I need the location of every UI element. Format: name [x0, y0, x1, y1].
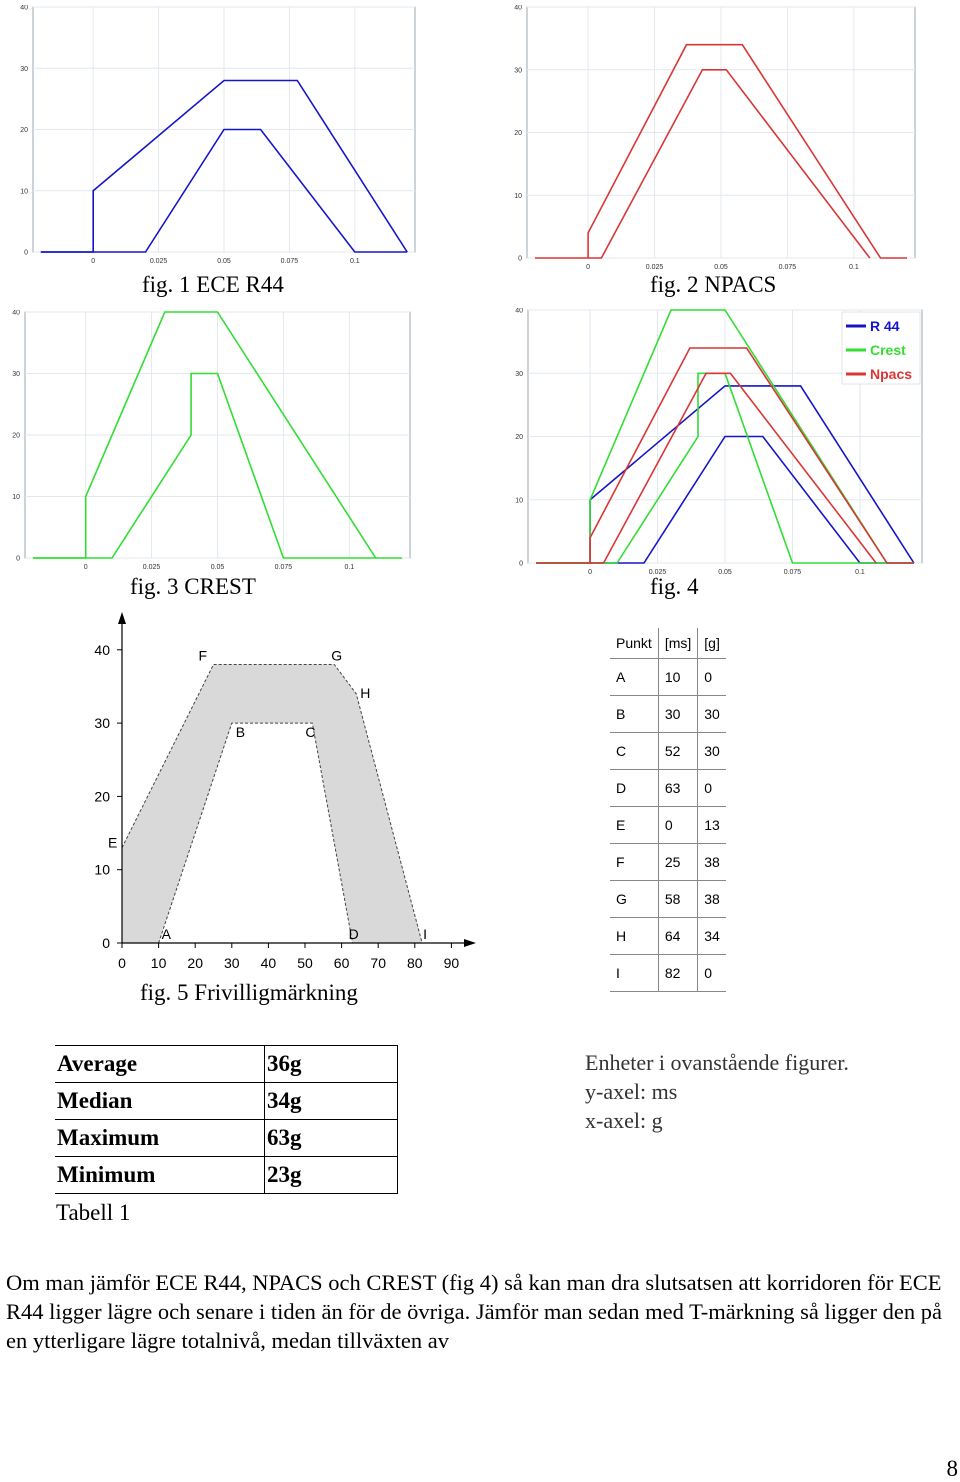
table-row: [55, 1046, 398, 1083]
body-paragraph: Om man jämför ECE R44, NPACS och CREST (fig 4) så kan man dra slutsatsen att korridoren för ECE R44 ligger lägre och senare i tiden än för de övriga. Jämför man sedan med T-märkning så ligger den på en ytterligare lägre totalnivå, medan tillväxten av: [6, 1270, 942, 1353]
chart-fig4: [506, 308, 926, 578]
x-tick-label: 0.05: [217, 258, 231, 265]
x-tick-label: 0.025: [645, 264, 664, 271]
table-row: [610, 733, 726, 770]
point-label-e: E: [108, 834, 118, 851]
x-tick-label: 30: [224, 955, 240, 971]
point-g: 0: [698, 770, 726, 807]
point-label: G: [610, 881, 658, 918]
point-label: C: [610, 733, 658, 770]
x-tick-label: 0.025: [648, 569, 667, 576]
x-tick-label: 0: [586, 264, 591, 271]
caption-fig1: fig. 1 ECE R44: [142, 272, 284, 297]
corridor-area: [122, 665, 422, 944]
point-label: A: [610, 659, 658, 696]
x-tick-label: 0.1: [849, 264, 859, 271]
y-tick-label: 30: [514, 67, 522, 75]
x-tick-label: 70: [370, 955, 386, 971]
x-tick-label: 0.075: [778, 264, 797, 271]
point-label-f: F: [198, 647, 208, 664]
y-tick-label: 10: [515, 497, 523, 505]
table-row: [55, 1083, 398, 1120]
x-tick-label: 80: [407, 955, 423, 971]
x-tick-label: 0.1: [349, 258, 360, 265]
y-tick-label: 0: [16, 555, 20, 563]
legend-label: R 44: [870, 318, 900, 334]
x-tick-label: 10: [150, 955, 167, 971]
point-g: 30: [698, 733, 726, 770]
point-ms: 58: [658, 881, 697, 918]
y-tick-label: 40: [20, 5, 28, 12]
units-line: Enheter i ovanstående figurer.: [585, 1050, 849, 1075]
x-tick-label: 0.05: [210, 564, 225, 571]
point-g: 30: [698, 696, 726, 733]
chart-fig3: [4, 310, 414, 575]
x-tick-label: 0.05: [718, 569, 732, 576]
header-g: [g]: [698, 628, 726, 659]
stat-label: Average: [55, 1046, 265, 1083]
x-tick-label: 0: [588, 569, 593, 576]
y-tick-label: 40: [94, 641, 110, 658]
caption-fig5: fig. 5 Frivilligmärkning: [140, 980, 358, 1005]
chart-fig1: [10, 5, 420, 270]
x-tick-label: 0: [91, 258, 96, 265]
point-label: B: [610, 696, 658, 733]
y-tick-label: 40: [515, 308, 523, 315]
y-tick-label: 30: [94, 715, 110, 732]
legend-label: Crest: [870, 342, 906, 358]
y-tick-label: 10: [20, 188, 28, 196]
point-label: H: [610, 918, 658, 955]
table-row: [610, 659, 726, 696]
table-row: [55, 1157, 398, 1194]
point-label: I: [610, 955, 658, 992]
y-tick-label: 20: [515, 434, 523, 441]
table-row: [610, 696, 726, 733]
y-tick-label: 20: [20, 127, 28, 134]
point-label-h: H: [360, 684, 371, 701]
y-tick-label: 30: [515, 370, 523, 378]
caption-fig4: fig. 4: [650, 574, 699, 599]
table-row: [610, 807, 726, 844]
y-tick-label: 20: [12, 432, 20, 440]
point-label-a: A: [161, 926, 171, 942]
x-tick-label: 60: [333, 955, 350, 971]
point-ms: 63: [658, 770, 697, 807]
x-tick-label: 40: [260, 955, 277, 971]
caption-fig3: fig. 3 CREST: [130, 574, 256, 599]
x-tick-label: 0.05: [714, 264, 728, 271]
table-row: [610, 955, 726, 992]
y-tick-label: 30: [20, 65, 28, 73]
units-note: [585, 1048, 849, 1135]
chart-fig2: [506, 5, 918, 275]
x-tick-label: 20: [187, 955, 203, 971]
table-row: [55, 1120, 398, 1157]
header-punkt: Punkt: [610, 628, 658, 659]
point-label: D: [610, 770, 658, 807]
x-tick-label: 0.075: [280, 258, 299, 265]
point-g: 38: [698, 881, 726, 918]
stat-value: 23g: [265, 1157, 398, 1194]
x-tick-label: 0.1: [855, 569, 865, 576]
x-tick-label: 0: [118, 955, 126, 971]
x-tick-label: 0.075: [274, 564, 293, 571]
y-tick-label: 10: [12, 494, 20, 501]
stat-label: Median: [55, 1083, 265, 1120]
y-tick-label: 0: [519, 560, 523, 568]
y-tick-label: 10: [94, 861, 110, 878]
x-tick-label: 0.075: [783, 569, 802, 576]
table-row: [610, 770, 726, 807]
point-label-d: D: [348, 926, 359, 942]
point-ms: 64: [658, 918, 697, 955]
point-g: 34: [698, 918, 726, 955]
point-label-g: G: [331, 647, 343, 664]
y-tick-label: 20: [94, 788, 110, 805]
y-axis-arrow: [118, 612, 126, 624]
stat-value: 36g: [265, 1046, 398, 1083]
point-label-i: I: [423, 926, 428, 942]
chart-fig5: [80, 608, 490, 978]
table-row: [610, 881, 726, 918]
point-label: E: [610, 807, 658, 844]
point-ms: 0: [658, 807, 697, 844]
y-tick-label: 0: [102, 935, 110, 951]
table-row: [610, 918, 726, 955]
units-line: y-axel: ms: [585, 1079, 678, 1104]
point-g: 13: [698, 807, 726, 844]
legend-label: Npacs: [870, 366, 913, 382]
y-tick-label: 10: [514, 192, 522, 200]
point-ms: 30: [658, 696, 697, 733]
caption-fig2: fig. 2 NPACS: [650, 272, 777, 297]
header-ms: [ms]: [658, 628, 697, 659]
point-g: 38: [698, 844, 726, 881]
stats-table: [55, 1045, 398, 1194]
stat-label: Maximum: [55, 1120, 265, 1157]
y-tick-label: 20: [514, 130, 522, 137]
x-tick-label: 0: [83, 564, 88, 571]
stat-value: 63g: [265, 1120, 398, 1157]
point-g: 0: [698, 955, 726, 992]
point-ms: 82: [658, 955, 697, 992]
table-caption: Tabell 1: [56, 1200, 131, 1225]
x-tick-label: 0.025: [142, 564, 161, 571]
y-tick-label: 0: [518, 255, 522, 263]
stat-value: 34g: [265, 1083, 398, 1120]
y-tick-label: 40: [12, 310, 20, 317]
page-number: 8: [946, 1456, 958, 1481]
point-label: F: [610, 844, 658, 881]
y-tick-label: 30: [12, 371, 20, 378]
y-tick-label: 40: [514, 5, 522, 12]
point-ms: 10: [658, 659, 697, 696]
units-line: x-axel: g: [585, 1108, 663, 1133]
point-ms: 25: [658, 844, 697, 881]
y-tick-label: 0: [24, 249, 28, 257]
point-label-b: B: [235, 724, 246, 741]
table-row: [610, 844, 726, 881]
stat-label: Minimum: [55, 1157, 265, 1194]
x-tick-label: 0.1: [344, 564, 355, 571]
x-tick-label: 90: [443, 955, 460, 971]
x-tick-label: 50: [297, 955, 313, 971]
point-ms: 52: [658, 733, 697, 770]
x-tick-label: 0.025: [149, 258, 168, 265]
x-axis-arrow: [464, 939, 476, 947]
point-g: 0: [698, 659, 726, 696]
point-table: [610, 628, 726, 992]
point-label-c: C: [305, 724, 316, 741]
